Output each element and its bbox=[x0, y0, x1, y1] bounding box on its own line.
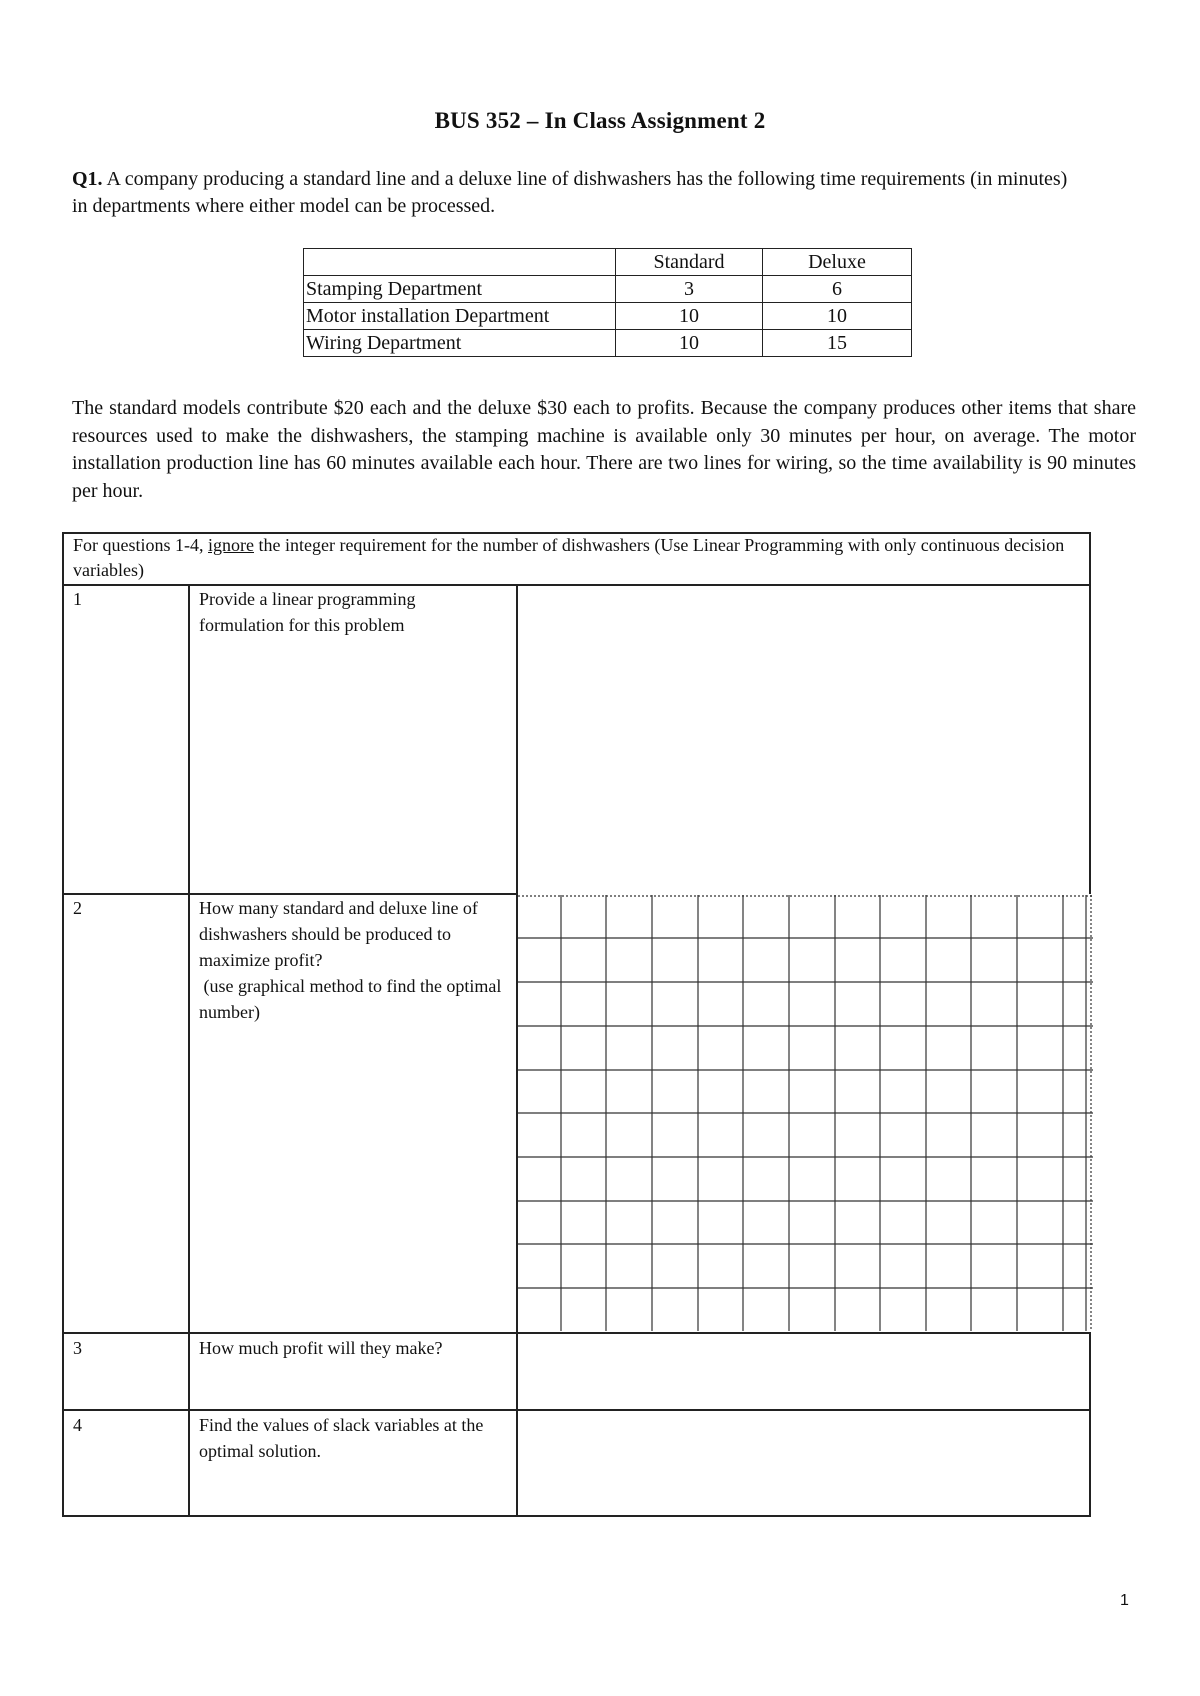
question-number: 2 bbox=[73, 898, 82, 918]
question-text: How much profit will they make? bbox=[199, 1338, 443, 1358]
deluxe-value: 10 bbox=[763, 303, 912, 330]
header-blank bbox=[304, 249, 616, 276]
question-text: Find the values of slack variables at the optimal solution. bbox=[199, 1415, 484, 1461]
box-right-border bbox=[1089, 532, 1091, 585]
table-row bbox=[304, 330, 912, 357]
question-1-text: A company producing a standard line and a deluxe line of dishwashers has the following time requirements (in minutes) in departments where either model can be processed. bbox=[72, 168, 1068, 217]
dept-name: Wiring Department bbox=[304, 330, 616, 357]
question-1-label: Q1. bbox=[72, 168, 103, 190]
deluxe-value: 15 bbox=[763, 330, 912, 357]
page-number: 1 bbox=[1120, 1592, 1129, 1609]
table-row bbox=[304, 276, 912, 303]
graph-paper-grid[interactable] bbox=[518, 895, 1093, 1331]
row-divider bbox=[62, 1332, 1091, 1334]
standard-value: 10 bbox=[616, 303, 763, 330]
dept-name: Motor installation Department bbox=[304, 303, 616, 330]
standard-value: 3 bbox=[616, 276, 763, 303]
box-bottom-border bbox=[62, 1515, 1091, 1517]
question-text: How many standard and deluxe line of dishwashers should be produced to maximize profit? (use graphical method to find the optimal number) bbox=[199, 898, 502, 1022]
header-deluxe: Deluxe bbox=[763, 249, 912, 276]
question-1-prompt bbox=[72, 166, 1072, 220]
time-requirements-table bbox=[303, 248, 912, 357]
standard-value: 10 bbox=[616, 330, 763, 357]
deluxe-value: 6 bbox=[763, 276, 912, 303]
question-number: 4 bbox=[73, 1415, 82, 1435]
column-divider bbox=[188, 584, 190, 1517]
row-divider bbox=[62, 1409, 1091, 1411]
question-number: 1 bbox=[73, 589, 82, 609]
intro-after: the integer requirement for the number of dishwashers (Use Linear Programming with only continuous decision variables) bbox=[73, 535, 1065, 580]
questions-intro bbox=[73, 533, 1083, 583]
dept-name: Stamping Department bbox=[304, 276, 616, 303]
table-header-row bbox=[304, 249, 912, 276]
page-title: BUS 352 – In Class Assignment 2 bbox=[434, 108, 766, 133]
answer-column-right-border bbox=[1089, 1332, 1091, 1517]
table-row bbox=[304, 303, 912, 330]
question-number: 3 bbox=[73, 1338, 82, 1358]
answer-column-right-border bbox=[1089, 584, 1091, 894]
box-left-border bbox=[62, 532, 64, 1517]
question-text: Provide a linear programming formulation for this problem bbox=[199, 589, 416, 635]
intro-ignore: ignore bbox=[208, 535, 254, 555]
intro-before: For questions 1-4, bbox=[73, 535, 208, 555]
header-standard: Standard bbox=[616, 249, 763, 276]
problem-description: The standard models contribute $20 each and the deluxe $30 each to profits. Because the company produces other items that share resources used to make the dishwashers, the stamping machine is available only 30 minutes per hour, on average. The motor installation production line has 60 minutes available each hour. There are two lines for wiring, so the time availability is 90 minutes per hour. bbox=[72, 397, 1136, 502]
